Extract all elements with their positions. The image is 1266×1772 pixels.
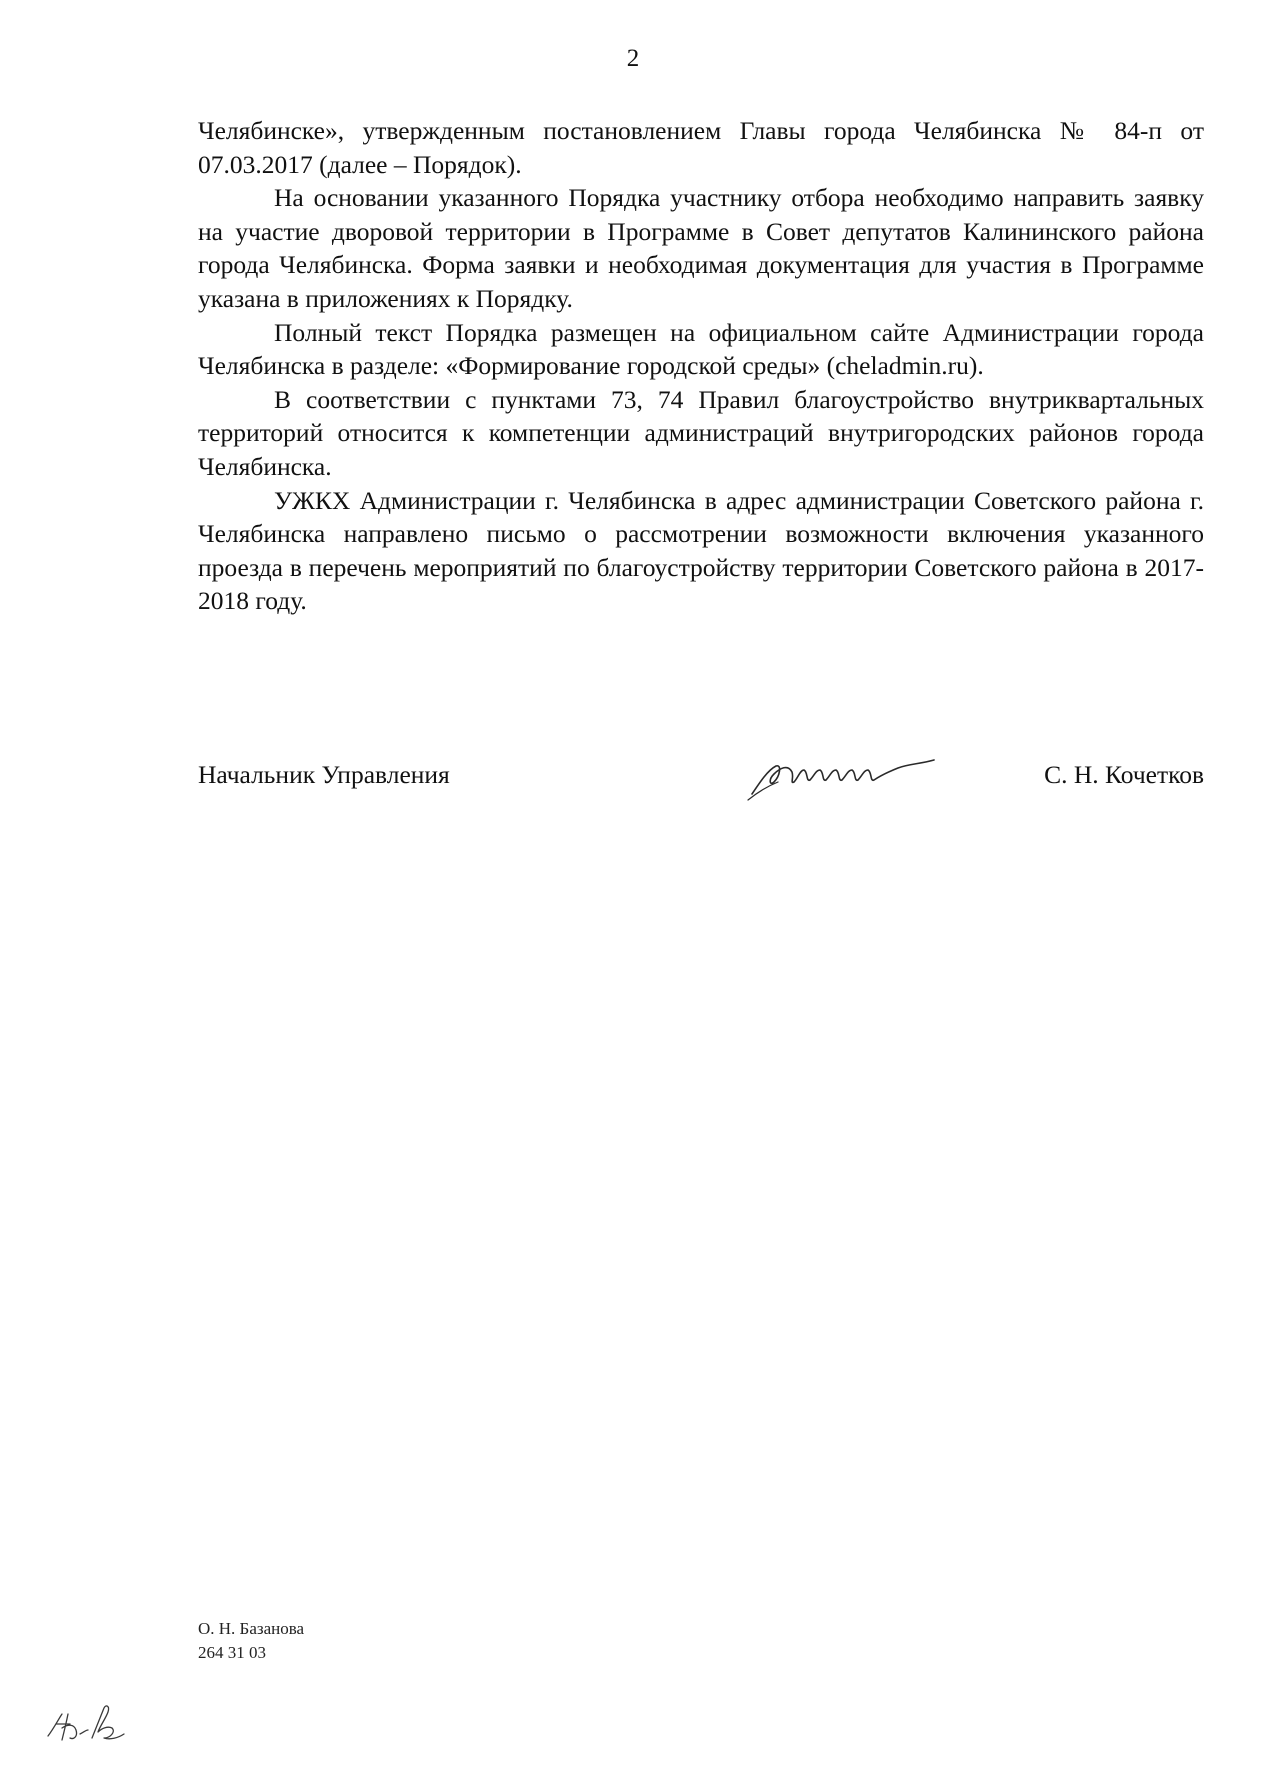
paragraph-full-text: Полный текст Порядка размещен на официальном сайте Администрации города Челябинска в разделе: «Формирование городской среды» (cheladmin.ru).	[198, 317, 1204, 381]
handwritten-signature	[738, 742, 968, 812]
signatory-title: Начальник Управления	[198, 760, 450, 789]
page-number: 2	[626, 45, 640, 72]
executor-name: О. Н. Базанова	[198, 1619, 305, 1638]
signature-block	[198, 756, 1204, 816]
executor-block	[198, 1617, 304, 1665]
executor-phone: 264 31 03	[198, 1643, 266, 1662]
handwritten-initials	[40, 1694, 160, 1754]
paragraph-rules: В соответствии с пунктами 73, 74 Правил благоустройство внутриквартальных территорий относится к компетенции администраций внутригородских районов города Челябинска.	[198, 384, 1204, 481]
letter-body	[198, 114, 1204, 618]
paragraph-continuation: Челябинске», утвержденным постановлением Главы города Челябинска № 84-п от 07.03.2017 (далее – Порядок).	[198, 116, 1204, 179]
signatory-name: С. Н. Кочетков	[1044, 760, 1204, 789]
paragraph-letter-sent: УЖКХ Администрации г. Челябинска в адрес администрации Советского района г. Челябинска направлено письмо о рассмотрении возможности включения указанного проезда в перечень мероприятий по благоустройству территории Советского района в 2017-2018 году.	[198, 485, 1204, 616]
paragraph-application: На основании указанного Порядка участнику отбора необходимо направить заявку на участие дворовой территории в Программе в Совет депутатов Калининского района города Челябинска. Форма заявки и необходимая документация для участия в Программе указана в приложениях к Порядку.	[198, 183, 1204, 313]
